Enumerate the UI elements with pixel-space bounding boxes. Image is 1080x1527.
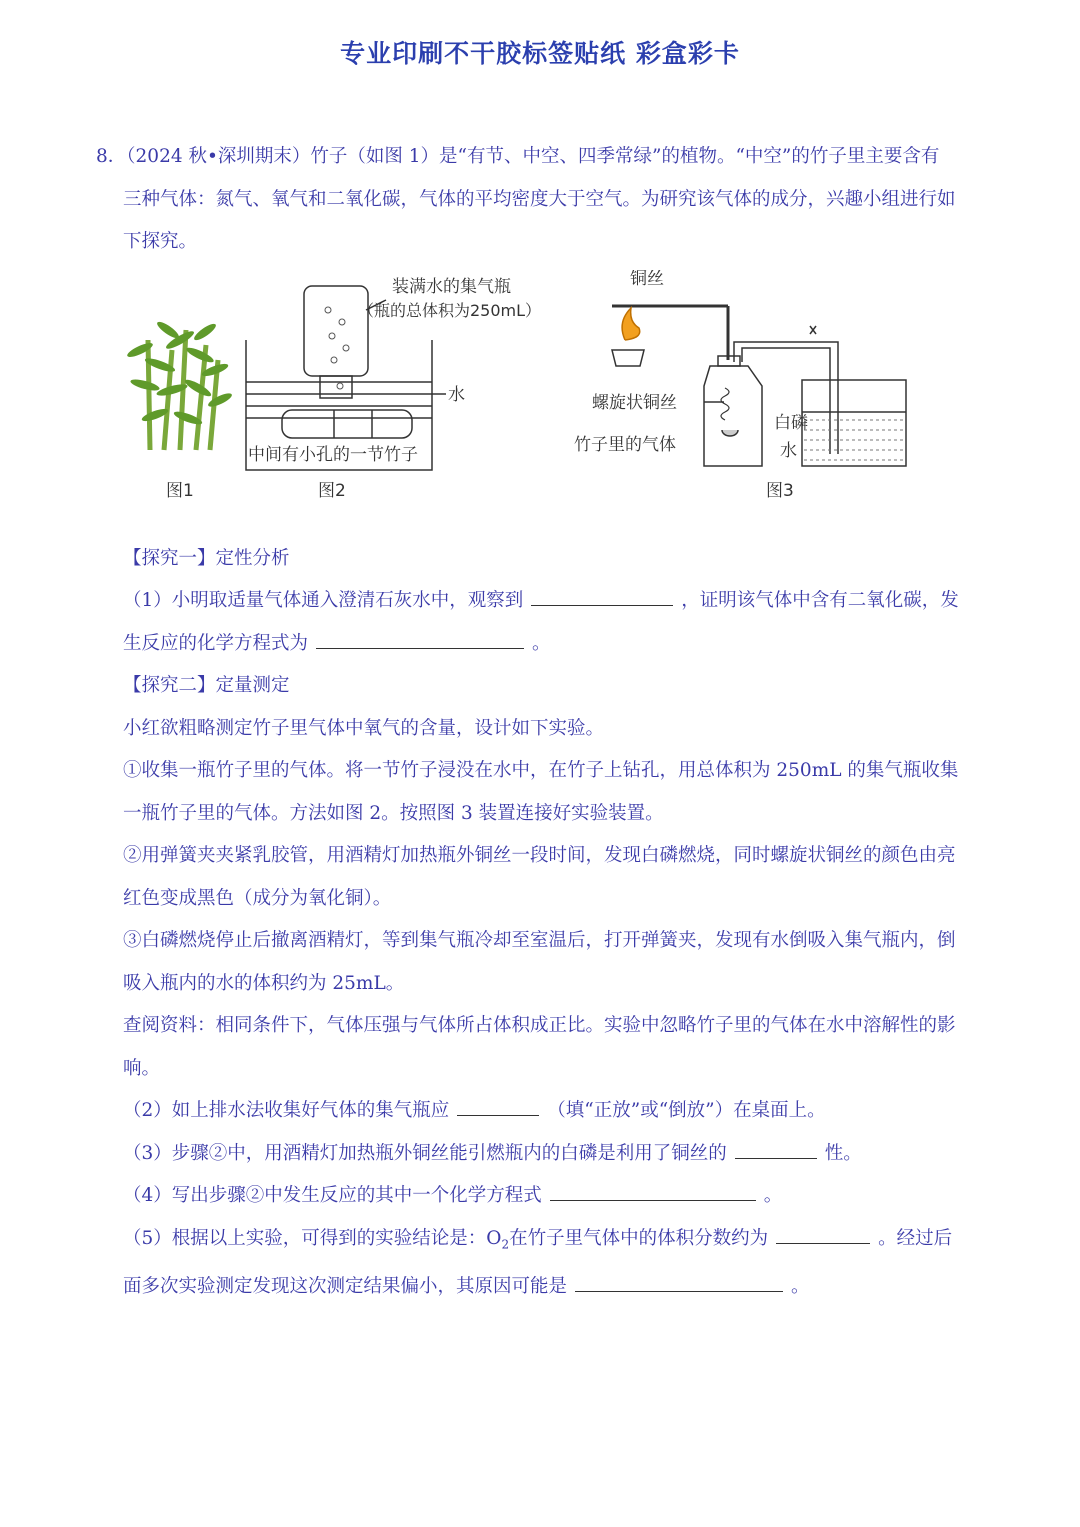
q4-line: （4）写出步骤②中发生反应的其中一个化学方程式 。 [96,1175,984,1218]
step2-line1: ②用弹簧夹夹紧乳胶管，用酒精灯加热瓶外铜丝一段时间，发现白磷燃烧，同时螺旋状铜丝的颜色由亮 [123,845,956,866]
question-number: 8． [96,146,127,167]
page-header-title: 专业印刷不干胶标签贴纸 彩盒彩卡 [340,39,740,68]
question-intro-line3: 下探究。 [123,231,198,252]
q1-blank-observation[interactable] [531,583,673,606]
q4-blank[interactable] [550,1178,756,1201]
q2-line: （2）如上排水法收集好气体的集气瓶应 （填“正放”或“倒放”）在桌面上。 [96,1090,984,1133]
question-block [96,136,984,1308]
step2-line2: 红色变成黑色（成分为氧化铜）。 [123,887,392,909]
q1-blank-equation[interactable] [316,626,524,649]
q5-line1: （5）根据以上实验，可得到的实验结论是：$O_2$在竹子里气体中的体积分数约为 。经过后 [96,1218,984,1266]
figure2-caption: 图2 [318,480,346,501]
fig2-volume-label: （瓶的总体积为250mL） [358,300,542,320]
q5-line2: 面多次实验测定发现这次测定结果偏小，其原因可能是 。 [96,1266,984,1309]
step1-line1: ①收集一瓶竹子里的气体。将一节竹子浸没在水中，在竹子上钻孔，用总体积为 250mL 的集气瓶收集 [123,760,959,781]
fig2-bottle-label: 装满水的集气瓶 [392,276,511,297]
fig3-gas-label: 竹子里的气体 [574,434,676,455]
step3-line2: 吸入瓶内的水的体积约为 25mL。 [123,972,405,994]
question-intro-line2: 三种气体：氮气、氧气和二氧化碳，气体的平均密度大于空气。为研究该气体的成分，兴趣小组进行如 [123,188,956,210]
fig2-bamboo-label: 中间有小孔的一节竹子 [248,444,418,465]
bamboo-plant-illustration [126,319,234,450]
q2-blank[interactable] [457,1093,539,1116]
fig3-phosphorus-label: 白磷 [774,412,808,433]
figures-area [96,270,984,538]
fig3-spiral-label: 螺旋状铜丝 [592,392,677,413]
part1-heading: 【探究一】定性分析 [123,547,290,569]
q3-blank[interactable] [735,1136,817,1159]
fig3-wire-label: 铜丝 [630,269,664,289]
q5-blank-fraction[interactable] [776,1221,870,1244]
part2-intro: 小红欲粗略测定竹子里气体中氧气的含量，设计如下实验。 [123,717,605,739]
fig2-water-label: 水 [448,384,465,405]
reference-line1: 查阅资料：相同条件下，气体压强与气体所占体积成正比。实验中忽略竹子里的气体在水中溶解性的影 [123,1015,956,1036]
question-intro-line1: 8．（2024 秋•深圳期末）竹子（如图 1）是“有节、中空、四季常绿”的植物。“中空”的竹子里主要含有 [96,146,940,167]
q1-line2: 生反应的化学方程式为 。 [96,623,984,666]
q1-line1: （1）小明取适量气体通入澄清石灰水中，观察到 ，证明该气体中含有二氧化碳，发 [96,580,984,623]
fig3-water-label: 水 [780,440,797,461]
reference-line2: 响。 [123,1057,161,1079]
beaker-water [804,420,904,460]
part2-heading: 【探究二】定量测定 [123,675,290,696]
figure3-caption: 图3 [766,480,794,501]
q3-line: （3）步骤②中，用酒精灯加热瓶外铜丝能引燃瓶内的白磷是利用了铜丝的 性。 [96,1133,984,1176]
figures-svg [120,270,1000,538]
figure1-caption: 图1 [166,480,194,501]
q5-blank-reason[interactable] [575,1269,783,1292]
step1-line2: 一瓶竹子里的气体。方法如图 2。按照图 3 装置连接好实验装置。 [123,802,664,824]
step3-line1: ③白磷燃烧停止后撤离酒精灯，等到集气瓶冷却至室温后，打开弹簧夹，发现有水倒吸入集气瓶内，倒 [123,930,956,951]
